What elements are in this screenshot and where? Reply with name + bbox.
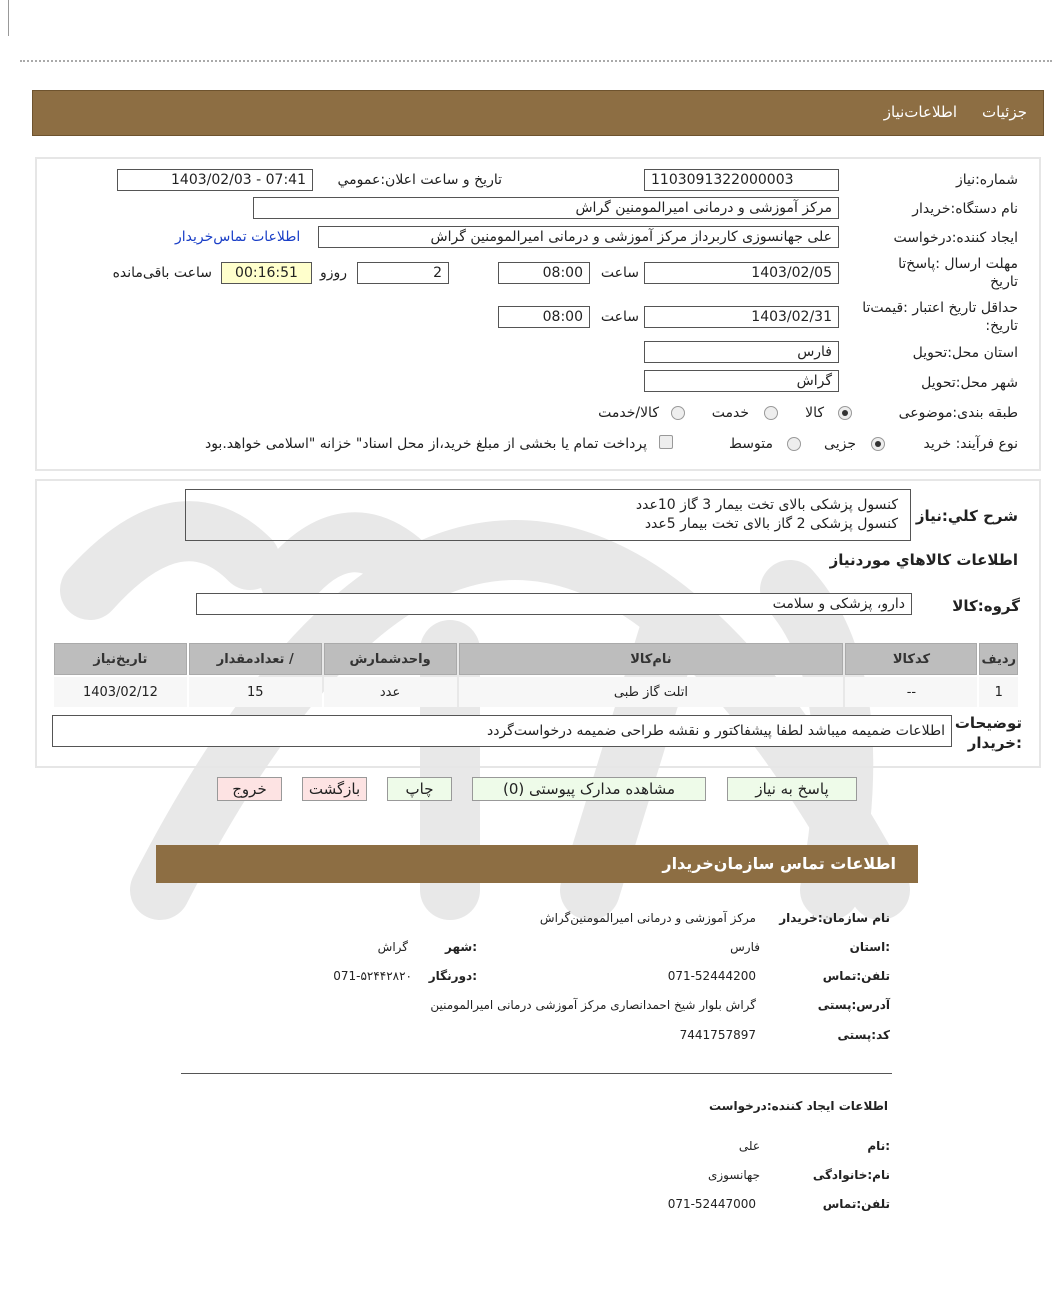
contact-province-value: فارس	[730, 940, 760, 954]
validity-time-field: 08:00	[498, 306, 590, 328]
exit-button[interactable]: خروج	[217, 777, 282, 801]
goods-group-label: گروه:کالا	[952, 597, 1020, 615]
contact-phone-value: 071-52444200	[667, 969, 756, 983]
deadline-label: مهلت ارسال :پاسخ‌تا	[898, 256, 1018, 272]
summary-line-2: کنسول پزشکی 2 گاز بالای تخت بیمار 5عدد	[644, 516, 898, 532]
buyer-org-field: مرکز آموزشی و درمانی امیرالمومنین گراش	[253, 197, 839, 219]
category-radio-service[interactable]	[764, 406, 778, 420]
contact-postal-label: کد:پستی	[837, 1028, 890, 1042]
tab-need-info[interactable]: اطلاعات‌نیاز	[883, 103, 957, 121]
col-quantity: / تعدادمقدار	[189, 643, 322, 675]
table-row	[54, 677, 1018, 707]
category-option-goods: کالا	[805, 405, 824, 421]
goods-info-title: اطلاعات کالاهاي موردنياز	[829, 551, 1018, 569]
province-field: فارس	[644, 341, 839, 363]
creator-name-value: علی	[738, 1139, 760, 1153]
creator-name-label: :نام	[867, 1139, 890, 1153]
treasury-payment-note: پرداخت تمام یا بخشی از مبلغ خرید،از محل اسناد" خزانه "اسلامی خواهد.بود	[204, 436, 647, 452]
validity-label: حداقل تاریخ اعتبار :قیمت‌تا	[862, 300, 1018, 316]
validity-date-field: 1403/02/31	[644, 306, 839, 328]
contact-address-value: گراش بلوار شیخ احمدانصاری مرکز آموزشی درمانی امیرالمومنین	[430, 998, 756, 1012]
col-row: ردیف	[979, 643, 1018, 675]
cell-row: 1	[979, 677, 1018, 707]
creator-label: ایجاد کننده:درخواست	[893, 230, 1018, 246]
process-radio-medium[interactable]	[787, 437, 801, 451]
category-radio-goods[interactable]	[838, 406, 852, 420]
contact-city-label: :شهر	[445, 940, 477, 954]
city-field: گراش	[644, 370, 839, 392]
category-option-service: خدمت	[711, 405, 749, 421]
deadline-date-field: 1403/02/05	[644, 262, 839, 284]
cell-need-date: 1403/02/12	[54, 677, 187, 707]
cell-name: اتلت گاز طبی	[459, 677, 844, 707]
process-label: نوع فرآیند: خرید	[923, 436, 1018, 452]
contact-city-value: گراش	[377, 940, 408, 954]
creator-phone-label: تلفن:تماس	[822, 1197, 890, 1211]
col-need-date: تاریخ‌نیاز	[54, 643, 187, 675]
back-button[interactable]: بازگشت	[302, 777, 367, 801]
col-unit: واحدشمارش	[324, 643, 457, 675]
need-number-field: 1103091322000003	[644, 169, 839, 191]
contact-fax-label: :دورنگار	[428, 969, 477, 983]
table-header-row	[54, 643, 1018, 675]
respond-button[interactable]: پاسخ به نیاز	[727, 777, 857, 801]
col-name: نام‌کالا	[459, 643, 844, 675]
province-label: استان محل:تحویل	[912, 345, 1018, 361]
deadline-time-field: 08:00	[498, 262, 590, 284]
days-label: روزو	[319, 265, 347, 281]
page-header	[32, 90, 1044, 136]
creator-phone-value: 071-52447000	[667, 1197, 756, 1211]
announce-field: 1403/02/03 - 07:41	[117, 169, 313, 191]
creator-info-title: اطلاعات ایجاد کننده:درخواست	[708, 1099, 888, 1113]
category-option-goods-service: کالا/خدمت	[598, 405, 659, 421]
contact-province-label: :استان	[849, 940, 890, 954]
attachments-button[interactable]: مشاهده مدارک پیوستی (0)	[472, 777, 706, 801]
validity-hour-label: ساعت	[600, 309, 639, 325]
print-button[interactable]: چاپ	[387, 777, 452, 801]
goods-table	[52, 641, 1020, 709]
contact-address-label: آدرس:پستی	[817, 998, 890, 1012]
contact-phone-label: تلفن:تماس	[822, 969, 890, 983]
tab-details[interactable]: جزئیات	[982, 103, 1027, 121]
need-number-label: شماره:نیاز	[955, 172, 1018, 188]
days-field: 2	[357, 262, 449, 284]
col-code: کدکالا	[845, 643, 977, 675]
category-radio-goods-service[interactable]	[671, 406, 685, 420]
process-option-medium: متوسط	[729, 436, 773, 452]
buyer-notes-label: توضیحات	[954, 714, 1022, 732]
contact-divider	[181, 1073, 892, 1074]
goods-group-field: دارو، پزشکی و سلامت	[196, 593, 912, 615]
remaining-time-field: 00:16:51	[221, 262, 312, 284]
creator-field: علی جهانسوزی کاربرداز مرکز آموزشی و درمانی امیرالمومنین گراش	[318, 226, 839, 248]
remaining-label: ساعت باقی‌مانده	[112, 265, 212, 281]
deadline-hour-label: ساعت	[600, 265, 639, 281]
top-divider	[20, 60, 1052, 62]
category-label: طبقه بندی:موضوعی	[898, 405, 1018, 421]
contact-title: اطلاعات تماس سازمان‌خریدار	[662, 854, 896, 873]
cell-quantity: 15	[189, 677, 322, 707]
buyer-notes-field: اطلاعات ضمیمه میباشد لطفا پیشفاکتور و نقشه طراحی ضمیمه درخواست‌گردد	[52, 715, 952, 747]
cell-code: --	[845, 677, 977, 707]
contact-fax-value: 071-۵۲۴۴۲۸۲۰	[333, 969, 412, 983]
contact-org-value: مرکز آموزشی و درمانی امیرالمومنین‌گراش	[539, 911, 756, 925]
window-edge	[8, 0, 9, 36]
deadline-label-2: تاریخ	[990, 274, 1018, 290]
cell-unit: عدد	[324, 677, 457, 707]
buyer-notes-label-2: :خریدار	[967, 734, 1022, 752]
summary-line-1: کنسول پزشکی بالای تخت بیمار 3 گاز 10عدد	[635, 497, 898, 513]
contact-org-label: نام سازمان:خریدار	[779, 911, 890, 925]
contact-header	[156, 845, 918, 883]
buyer-contact-link[interactable]: اطلاعات تماس‌خریدار	[175, 229, 301, 245]
city-label: شهر محل:تحویل	[921, 375, 1018, 391]
process-radio-minor[interactable]	[871, 437, 885, 451]
treasury-payment-checkbox[interactable]	[659, 435, 673, 449]
buyer-org-label: نام دستگاه:خریدار	[912, 201, 1018, 217]
summary-label: شرح کلي:نیاز	[915, 507, 1018, 525]
process-option-minor: جزیی	[824, 436, 856, 452]
creator-family-value: جهانسوزی	[707, 1168, 760, 1182]
contact-postal-value: 7441757897	[679, 1028, 756, 1042]
validity-label-2: تاریخ:	[985, 318, 1018, 334]
summary-box	[185, 489, 911, 541]
creator-family-label: نام:خانوادگی	[812, 1168, 890, 1182]
announce-label: تاريخ و ساعت اعلان:عمومي	[337, 172, 502, 188]
